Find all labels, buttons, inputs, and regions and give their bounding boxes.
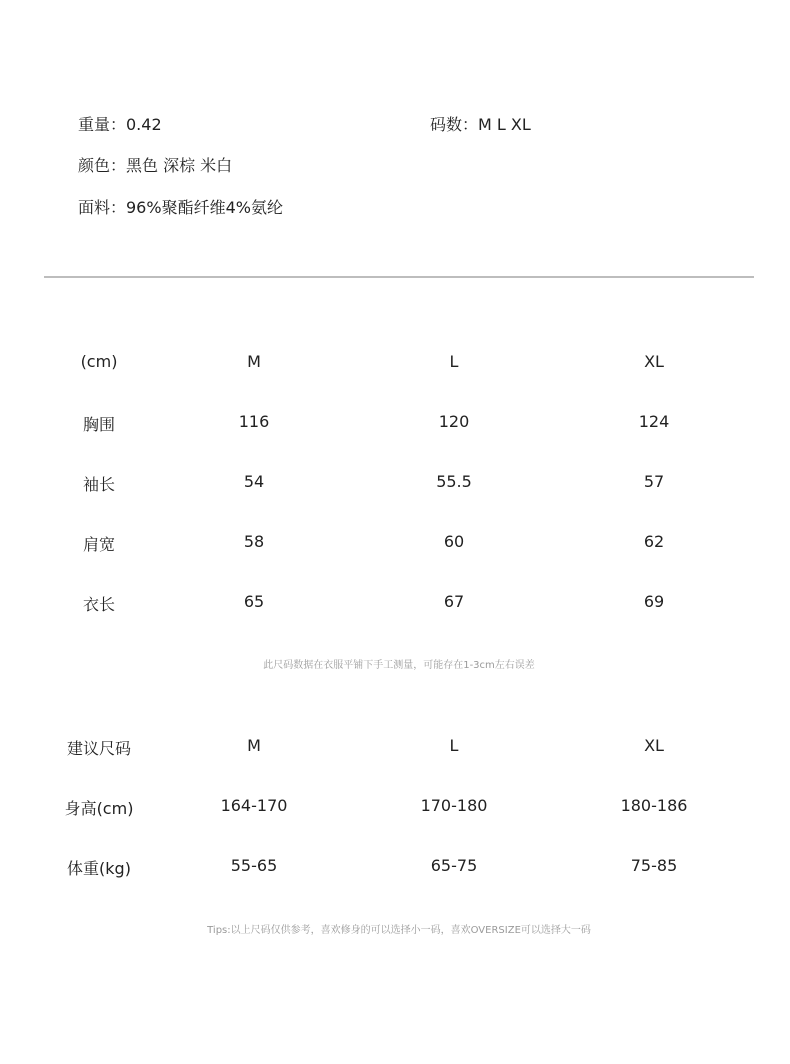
row-label: 身高(cm)	[64, 799, 134, 818]
table-cell: 55-65	[230, 856, 278, 875]
header-size-m: M	[247, 352, 261, 371]
table-cell: 65-75	[430, 856, 478, 875]
table-cell: 67	[443, 592, 465, 611]
table-cell: 116	[238, 412, 270, 431]
section-divider	[44, 276, 754, 278]
tips-note: Tips:以上尺码仅供参考，喜欢修身的可以选择小一码，喜欢OVERSIZE可以选择大一码	[207, 925, 591, 936]
header-size-l: L	[449, 736, 459, 755]
spec-weight: 重量：0.42	[78, 115, 162, 134]
table-cell: 65	[243, 592, 265, 611]
header-size-l: L	[449, 352, 459, 371]
header-size-xl: XL	[644, 736, 664, 755]
table-cell: 180-186	[620, 796, 688, 815]
table-cell: 75-85	[630, 856, 678, 875]
table-cell: 54	[243, 472, 265, 491]
spec-fabric: 面料：96%聚酯纤维4%氨纶	[78, 198, 283, 217]
row-label: 袖长	[82, 475, 116, 494]
table-cell: 164-170	[220, 796, 288, 815]
header-size-m: M	[247, 736, 261, 755]
table-cell: 57	[643, 472, 665, 491]
measurement-note: 此尺码数据在衣服平铺下手工测量，可能存在1-3cm左右误差	[263, 660, 535, 671]
table-cell: 69	[643, 592, 665, 611]
table-cell: 62	[643, 532, 665, 551]
header-size-xl: XL	[644, 352, 664, 371]
row-label: 体重(kg)	[67, 859, 131, 878]
table-cell: 120	[438, 412, 470, 431]
table-cell: 124	[638, 412, 670, 431]
spec-sizes: 码数：M L XL	[430, 115, 531, 134]
table-cell: 170-180	[420, 796, 488, 815]
spec-colors: 颜色：黑色 深棕 米白	[78, 156, 233, 175]
table-cell: 60	[443, 532, 465, 551]
table-cell: 55.5	[436, 472, 472, 491]
header-unit: (cm)	[80, 352, 118, 371]
row-label: 胸围	[82, 415, 116, 434]
row-label: 肩宽	[82, 535, 116, 554]
row-label: 衣长	[82, 595, 116, 614]
table-cell: 58	[243, 532, 265, 551]
header-suggest: 建议尺码	[66, 739, 132, 758]
